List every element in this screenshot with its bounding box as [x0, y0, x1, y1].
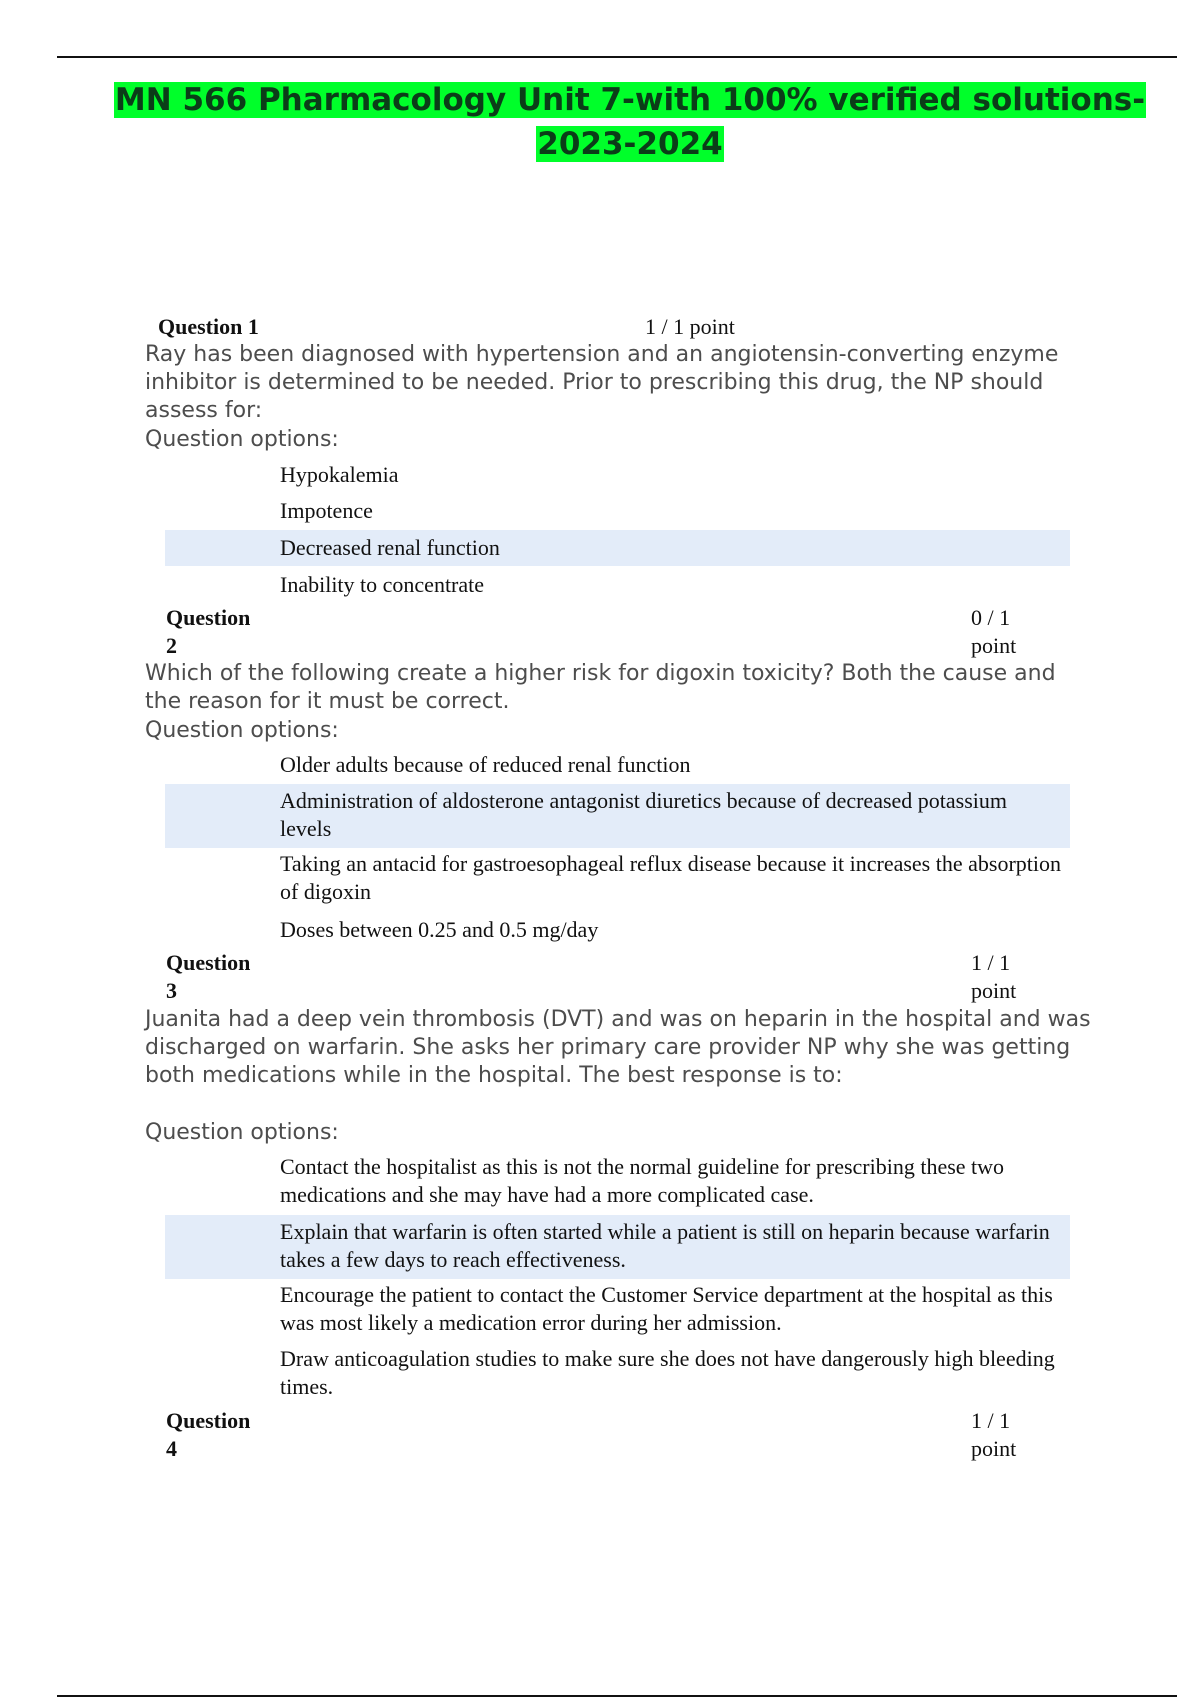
question-1-score: 1 / 1 point — [645, 314, 735, 339]
question-1-option-2[interactable]: Impotence — [280, 498, 373, 523]
question-4-label-word: Question — [166, 1408, 251, 1433]
question-3-score-value: 1 / 1 — [971, 950, 1011, 975]
question-3-label-word: Question — [166, 950, 251, 975]
page-title — [60, 78, 1200, 166]
question-2-label — [166, 604, 250, 660]
question-2-option-1[interactable]: Older adults because of reduced renal function — [280, 752, 691, 777]
question-2-options-label: Question options: — [145, 718, 339, 743]
title-line-2: 2023-2024 — [537, 126, 723, 162]
question-2-option-2-selected[interactable]: Administration of aldosterone antagonist diuretics because of decreased potassium levels — [165, 784, 1070, 848]
question-4-score-value: 1 / 1 — [971, 1408, 1011, 1433]
question-3-label-number: 3 — [166, 978, 177, 1003]
question-2-option-3[interactable]: Taking an antacid for gastroesophageal reflux disease because it increases the absorption of digoxin — [280, 851, 1061, 904]
question-1-label: Question 1 — [158, 314, 259, 339]
question-3-option-1[interactable]: Contact the hospitalist as this is not the normal guideline for prescribing these two medications and she may have had a more complicated case. — [280, 1154, 1005, 1207]
question-3-label — [166, 949, 250, 1005]
question-3-option-3[interactable]: Encourage the patient to contact the Customer Service department at the hospital as this was most likely a medication error during her admission. — [280, 1282, 1053, 1335]
question-2-option-4[interactable]: Doses between 0.25 and 0.5 mg/day — [280, 917, 599, 942]
question-4-label — [166, 1407, 250, 1463]
question-2-score-value: 0 / 1 — [971, 605, 1011, 630]
question-2-score-unit: point — [971, 633, 1017, 658]
question-3-text: Juanita had a deep vein thrombosis (DVT) and was on heparin in the hospital and was discharged on warfarin. She asks her primary care provider NP why she was getting both medications while in the hospital. The best response is to: — [145, 1007, 1091, 1088]
title-line-1: MN 566 Pharmacology Unit 7-with 100% verified solutions- — [114, 82, 1146, 118]
question-1-options-label: Question options: — [145, 427, 339, 452]
top-rule — [57, 56, 1177, 58]
question-4-score-unit: point — [971, 1436, 1017, 1461]
question-3-option-2-selected[interactable]: Explain that warfarin is often started while a patient is still on heparin because warfarin takes a few days to reach effectiveness. — [165, 1215, 1070, 1279]
question-3-score — [971, 949, 1016, 1005]
question-2-label-word: Question — [166, 605, 251, 630]
question-1-option-1[interactable]: Hypokalemia — [280, 462, 399, 487]
bottom-rule — [57, 1695, 1177, 1697]
question-4-label-number: 4 — [166, 1436, 177, 1461]
question-4-score — [971, 1407, 1016, 1463]
question-2-text: Which of the following create a higher risk for digoxin toxicity? Both the cause and the reason for it must be correct. — [145, 661, 1056, 714]
question-3-options-label: Question options: — [145, 1120, 339, 1145]
question-3-score-unit: point — [971, 978, 1017, 1003]
question-2-score — [971, 604, 1016, 660]
question-1-option-4[interactable]: Inability to concentrate — [280, 572, 485, 597]
question-1-option-3-selected[interactable]: Decreased renal function — [165, 530, 1070, 566]
question-1-text: Ray has been diagnosed with hypertension and an angiotensin-converting enzyme inhibitor is determined to be needed. Prior to prescribing this drug, the NP should assess for: — [145, 342, 1059, 423]
question-2-label-number: 2 — [166, 633, 177, 658]
question-3-option-4[interactable]: Draw anticoagulation studies to make sure she does not have dangerously high bleeding times. — [280, 1346, 1055, 1399]
